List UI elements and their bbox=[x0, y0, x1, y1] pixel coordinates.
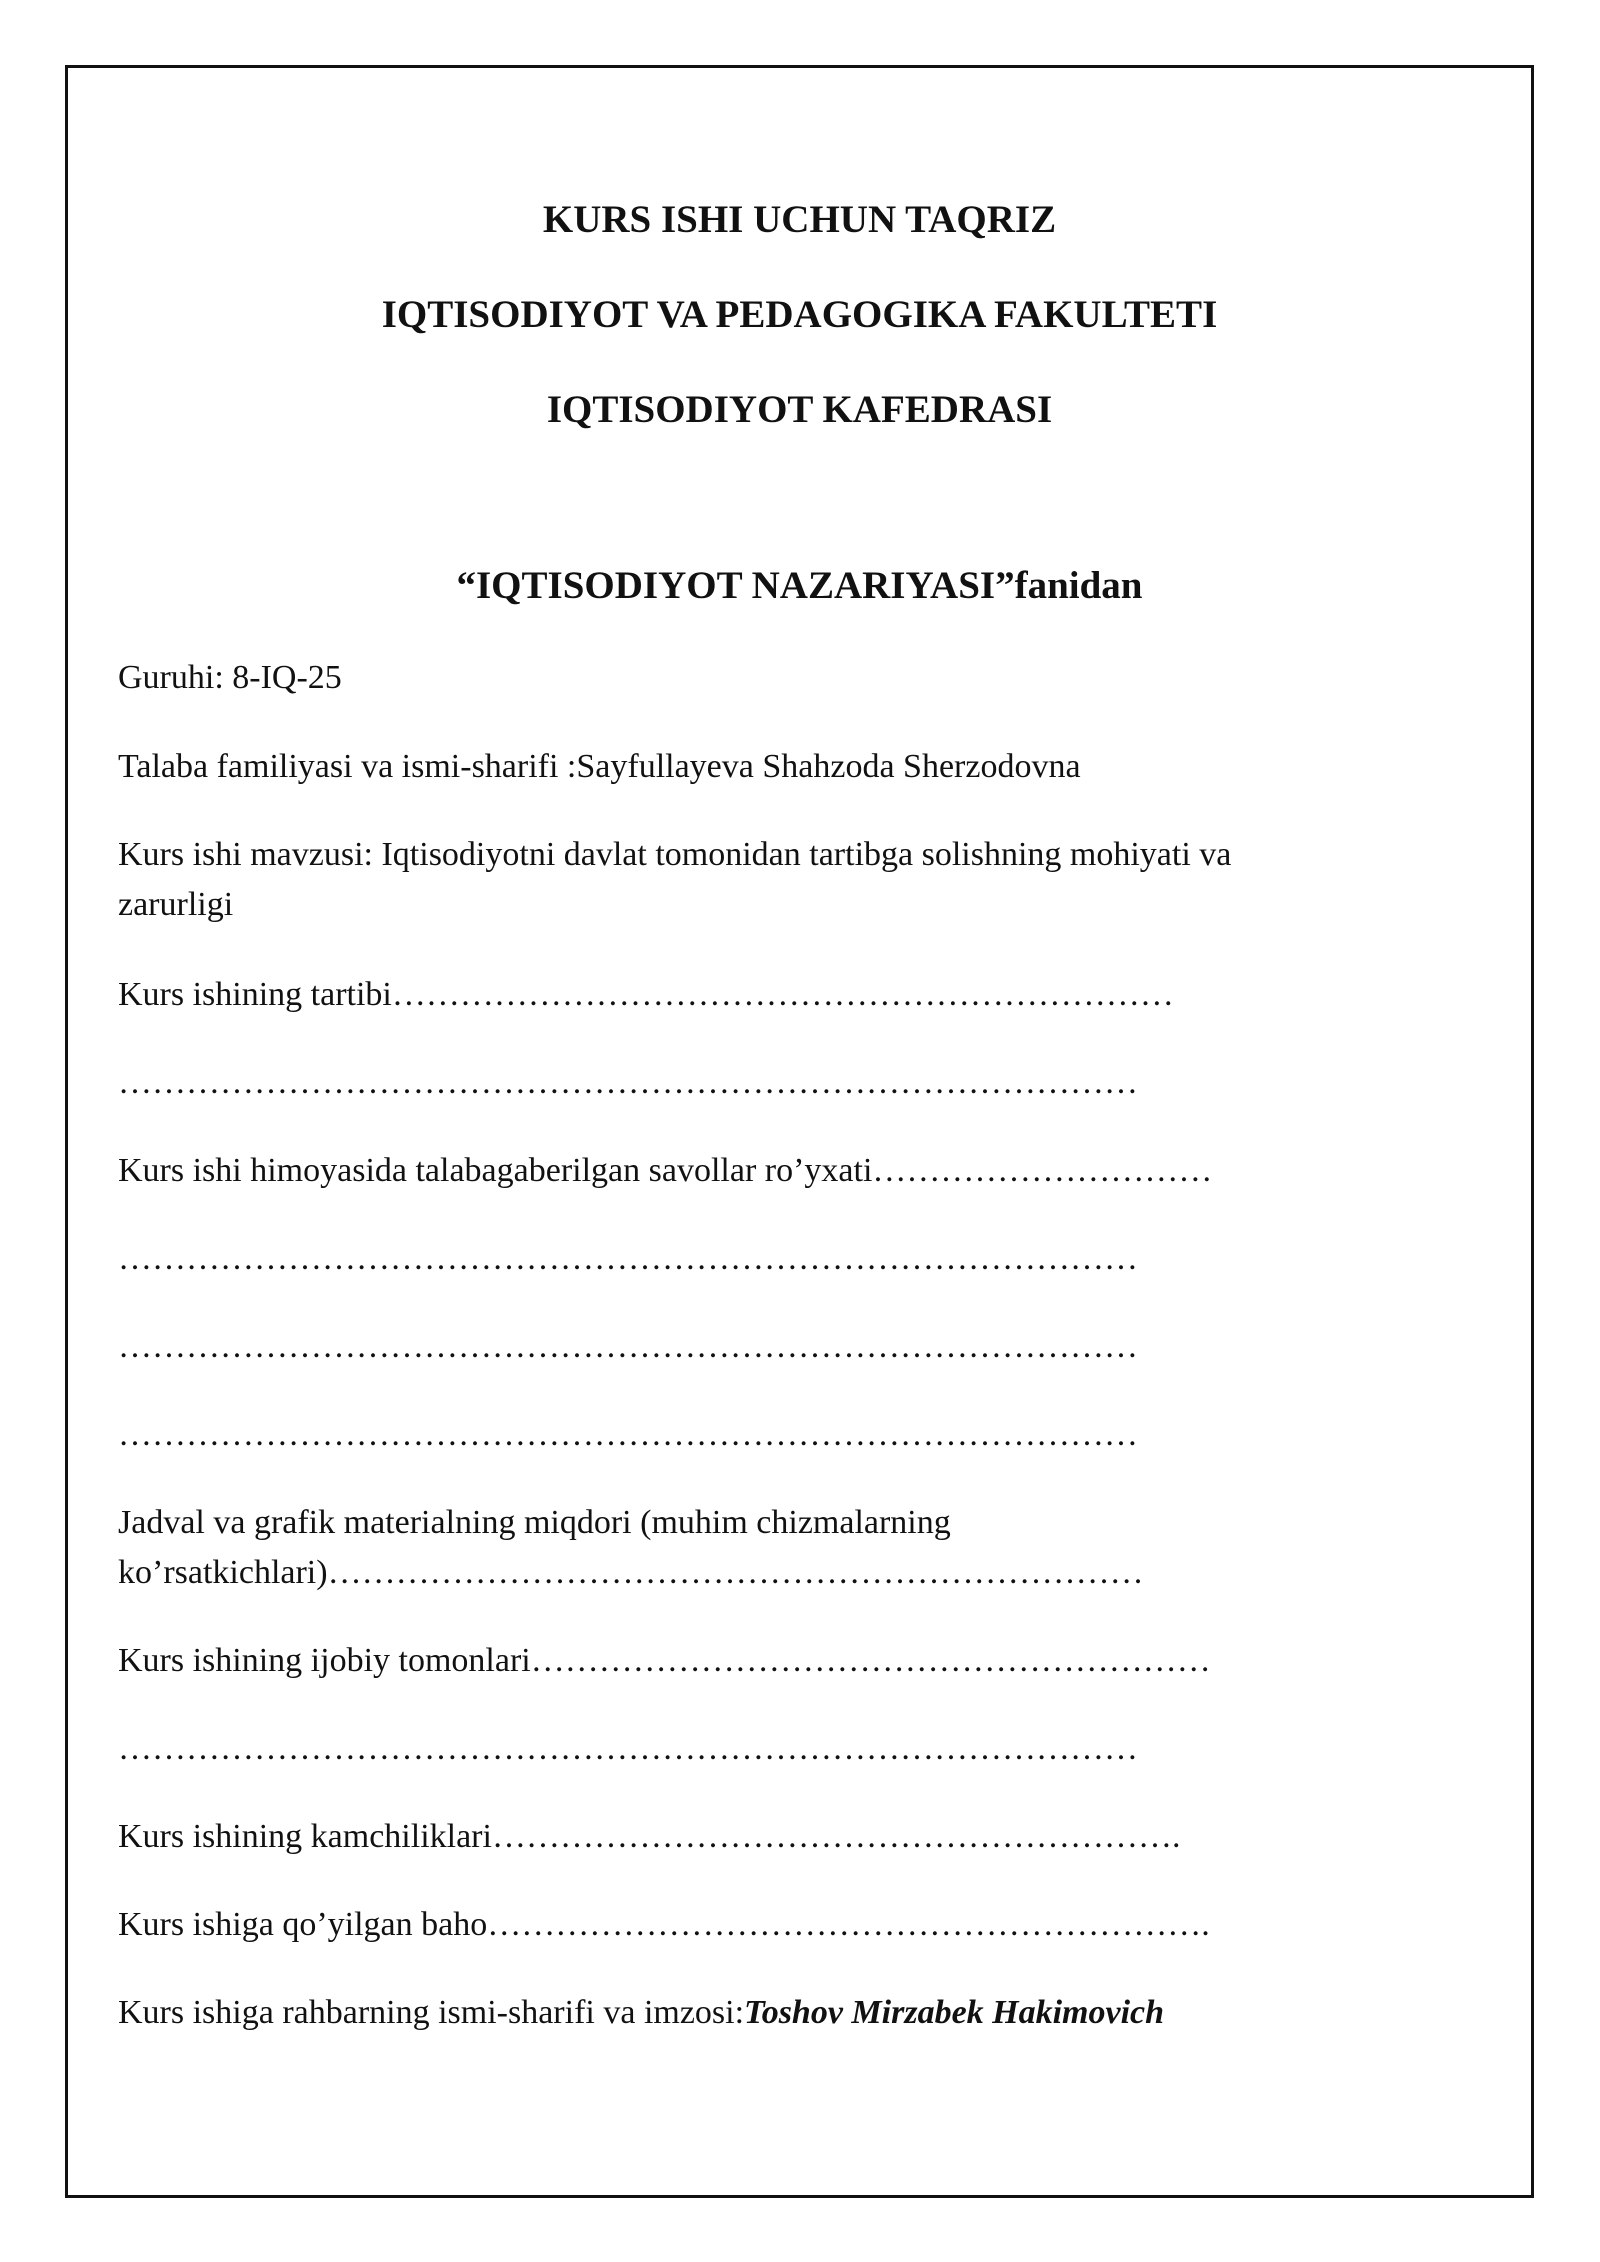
order-continuation: ……………………………………………………………………………… bbox=[118, 1064, 1138, 1101]
page-border bbox=[65, 65, 1534, 2198]
questions-continuation-1: ……………………………………………………………………………… bbox=[118, 1240, 1138, 1277]
supervisor-label: Kurs ishiga rahbarning ismi-sharifi va imzosi: bbox=[118, 1994, 745, 2031]
supervisor-name: Toshov Mirzabek Hakimovich bbox=[744, 1994, 1165, 2031]
order-field: Kurs ishining tartibi…………………………………………………………… bbox=[118, 976, 1174, 1013]
questions-continuation-2: ……………………………………………………………………………… bbox=[118, 1328, 1138, 1365]
tables-field-line-1: Jadval va grafik materialning miqdori (muhim chizmalarning bbox=[118, 1504, 951, 1541]
student-name-field: Talaba familiyasi va ismi-sharifi :Sayfullayeva Shahzoda Sherzodovna bbox=[118, 748, 1081, 785]
positives-field: Kurs ishining ijobiy tomonlari…………………………………………………… bbox=[118, 1642, 1211, 1679]
group-field: Guruhi: 8-IQ-25 bbox=[118, 659, 342, 696]
tables-field-line-2: ko’rsatkichlari)……………………………………………………………… bbox=[118, 1554, 1144, 1591]
grade-field: Kurs ishiga qo’yilgan baho………………………………………………………. bbox=[118, 1906, 1210, 1943]
supervisor-field bbox=[118, 1988, 1458, 2038]
document-title: KURS ISHI UCHUN TAQRIZ bbox=[542, 198, 1057, 241]
subject-heading: “IQTISODIYOT NAZARIYASI”fanidan bbox=[456, 564, 1143, 607]
shortcomings-field: Kurs ishining kamchiliklari……………………………………………………. bbox=[118, 1818, 1181, 1855]
topic-field-line-1: Kurs ishi mavzusi: Iqtisodiyotni davlat tomonidan tartibga solishning mohiyati va bbox=[118, 836, 1232, 873]
positives-continuation: ……………………………………………………………………………… bbox=[118, 1730, 1138, 1767]
faculty-heading: IQTISODIYOT VA PEDAGOGIKA FAKULTETI bbox=[381, 293, 1218, 336]
department-heading: IQTISODIYOT KAFEDRASI bbox=[546, 388, 1053, 431]
questions-continuation-3: ……………………………………………………………………………… bbox=[118, 1416, 1138, 1453]
questions-field: Kurs ishi himoyasida talabagaberilgan savollar ro’yxati………………………… bbox=[118, 1152, 1213, 1189]
topic-field-line-2: zarurligi bbox=[118, 886, 234, 923]
